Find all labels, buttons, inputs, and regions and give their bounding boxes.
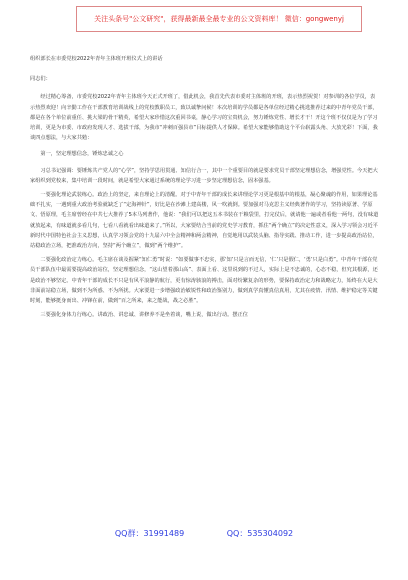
promo-banner: 关注头条号"公文研究"，获得最新最全最专业的公文资料库！ 微信：gongwenyj bbox=[76, 6, 362, 32]
document-body bbox=[30, 54, 380, 324]
body-paragraph: 三要强化身体力行练心。讲政治、讲忠诚、讲修养不是坐着谈，嘴上说，做出行动。摆正位 bbox=[40, 312, 248, 319]
section-heading: 第一，坚定理想信念，锤炼忠诚之心 bbox=[40, 151, 124, 158]
qq-group: QQ群：31991489 bbox=[114, 529, 185, 538]
body-paragraph: 习总书记强调：要锤炼共产党人的“心学”，坚持学思用贯通、知信行合一，其中一个重要目的就是要求党员干部坚定理想信念，增强党性。今天把大家组织到党校来，集中培训一段时间，就是希望大家通过系统的理论学习进一步坚定理想信念，固本强基。 bbox=[30, 167, 378, 184]
salutation: 同志们： bbox=[30, 76, 51, 83]
contact-footer bbox=[0, 528, 408, 539]
body-paragraph: 二要强化政治定力练心。毛主席在谈及握紧“知仁勇”时说：“如要做事不忠实，那‘知’只是言而无信，‘仁’只是假仁，‘勇’只是白勇”。中青年干部在党员干部队伍中最需要提高政治站位，坚定理想信念，“这山望着那山高”、表面上看、这里说到的不过人，实际上是不忠诚的，心态不稳，但究其根源，还是政治不够坚定。中青年干部的成长不只是有风平浪静的航行，更有惊涛骇浪的搏击，面对纷繁复杂的形势，要保持政治定力和战略定力，始终在大是大非面前站稳立场，做到不为所惑、不为所扰。大家要进一步增强政治敏锐性和政治鉴别力，做到真学真懂真信真用，尤其在疫情、汛情、维护稳定等关键时刻，能够挺身而出、冲锋在前，做到“百之所来，来之能战，战之必胜”。 bbox=[30, 257, 378, 305]
document-title: 组织部长在市委党校2022年青年主体班开班仪式上的讲话 bbox=[30, 56, 163, 62]
body-paragraph: 一要强化理论武装练心。政治上的坚定，来自理论上的清醒。对于中青年干部的成长来讲理论学习更是根基中的根基，凝心聚魂的作用，如果理论基础不扎实，一遇到重大政治考验就缺乏了“定海神针”，好比是在沙滩上建高楼，风一吹就倒。要加强对马克思主义经典著作的学习，坚持读原著、学原文、悟原理，毛主席曾经在中共七大推荐了5本马列著作，他说：“我们可以把这五本书装在干粮袋里，打完仗后，就请他一遍或者看他一两句，没有味道就放起来，有味道就多看几句，七看八看就看出味道来了。”所以，大家要结合当前的党史学习教育，抓住“两个确立”的决定性意义，深入学习领会习近平新时代中国特色社会主义思想，认真学习领会党的十九届六中全会精神和两会精神，自觉地用以武装头脑、指导实践、推动工作，进一步提高政治站位，站稳政治立场，把准政治方向，坚持“两个确立”，做到“两个维护”。 bbox=[30, 192, 379, 250]
intro-paragraph: 经过精心筹备，市委党校2022年青年主体班今天正式开班了，借此机会，我首先代表市委对主体班的开班，表示热烈祝贺！对参训的各位学员，表示热烈欢迎！向辛勤工作在干部教育培训战线上的党校教职员工，致以诚挚问候！本次培训的学员都是各单位经过精心挑选推荐过来的中青年党员干部，都是在各个单位前重任、挑大梁的骨干精英，希望大家珍惜这次重回书桌，静心学习的宝贵机会，努力锤炼党性、增长才干！开这个班不仅仅是为了学习培训，更是为市委、市政府发现人才、选拔干部，为我市“冲刺百强县市”目标提供人才保障。希望大家能够借助这个平台崭露头角、大放光彩！下面，我谈四点想法，与大家共勉： bbox=[30, 94, 378, 142]
qq-number: QQ：535304092 bbox=[226, 529, 294, 538]
